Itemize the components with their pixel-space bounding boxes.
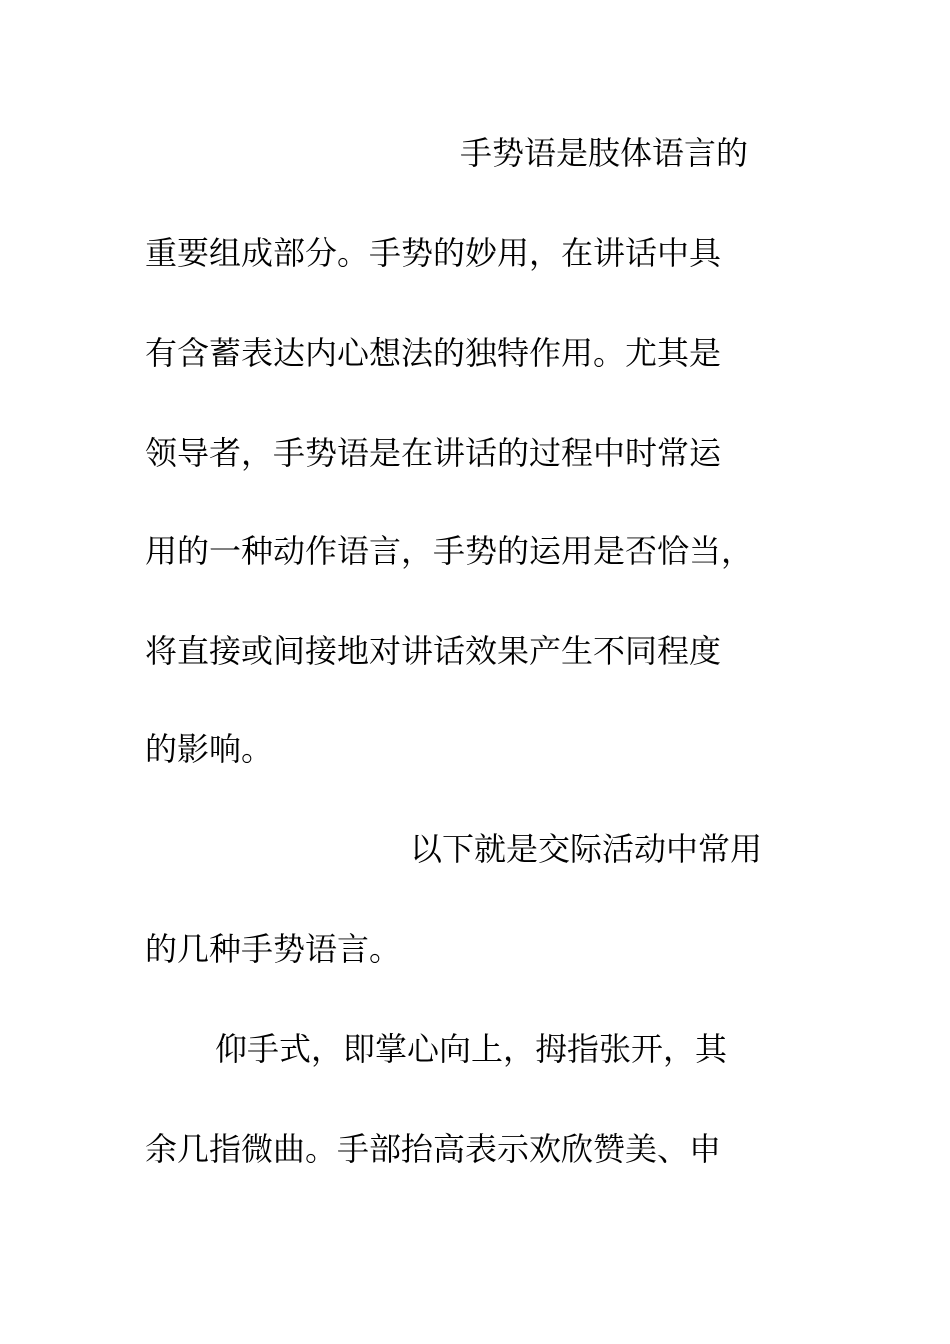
paragraph-3-line-1: 仰手式，即掌心向上，拇指张开，其 [215, 1030, 728, 1068]
paragraph-2-line-1: 以下就是交际活动中常用 [410, 830, 763, 868]
paragraph-1-line-3: 有含蓄表达内心想法的独特作用。尤其是 [145, 334, 722, 372]
paragraph-2-line-2: 的几种手势语言。 [145, 930, 402, 968]
paragraph-1-line-7: 的影响。 [145, 730, 274, 768]
paragraph-1-line-6: 将直接或间接地对讲话效果产生不同程度 [145, 632, 722, 670]
paragraph-1-line-1: 手势语是肢体语言的 [460, 134, 749, 172]
paragraph-1-line-2: 重要组成部分。手势的妙用，在讲话中具 [145, 234, 722, 272]
paragraph-3-line-2: 余几指微曲。手部抬高表示欢欣赞美、申 [145, 1130, 722, 1168]
paragraph-1-line-4: 领导者，手势语是在讲话的过程中时常运 [145, 434, 722, 472]
paragraph-1-line-5: 用的一种动作语言，手势的运用是否恰当， [145, 532, 754, 570]
